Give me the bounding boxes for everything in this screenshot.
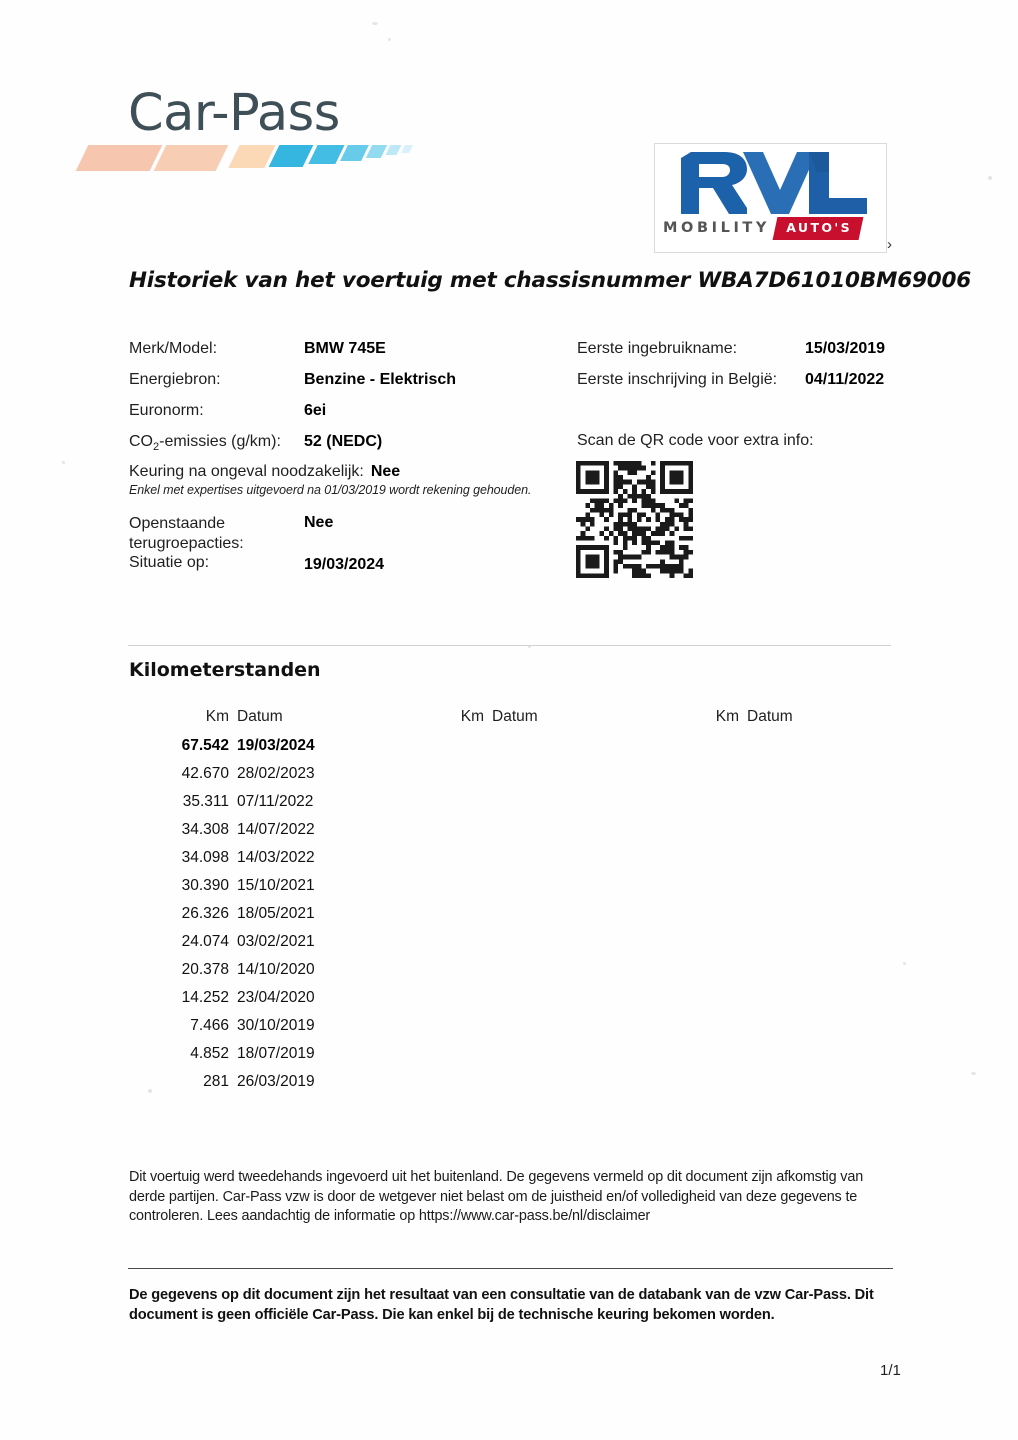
- mileage-date-value: 15/10/2021: [237, 877, 315, 894]
- column-header-datum: Datum: [492, 708, 538, 725]
- mileage-date-value: 03/02/2021: [237, 933, 315, 950]
- vehicle-info-right: [577, 340, 907, 402]
- info-row-merk-model: [129, 340, 559, 358]
- mileage-date-value: 07/11/2022: [237, 793, 314, 810]
- mileage-row: [129, 1073, 384, 1101]
- mileage-date-value: 14/10/2020: [237, 961, 315, 978]
- dealer-logo-autos-badge: [773, 217, 864, 240]
- inspection-value: Nee: [370, 463, 401, 480]
- mileage-column-1: [129, 708, 384, 1101]
- inspection-label: Keuring na ongeval noodzakelijk:: [129, 463, 364, 480]
- mileage-km-value: 20.378: [181, 961, 229, 978]
- mileage-rows-column-1: [129, 737, 384, 1101]
- info-label-co2: $CO_2$-emissies (g/km):: [129, 433, 281, 454]
- mileage-row: [129, 821, 384, 849]
- dealer-logo-mobility: MOBILITY: [663, 220, 771, 236]
- scan-speck: [62, 461, 65, 464]
- mileage-column-2: [384, 708, 639, 1101]
- mileage-date-value: 14/07/2022: [237, 821, 315, 838]
- mileage-km-value: 34.308: [181, 821, 229, 838]
- mileage-km-value: 7.466: [190, 1017, 229, 1034]
- scan-speck: [903, 962, 906, 965]
- column-headers: [384, 708, 639, 726]
- mileage-row: [129, 849, 384, 877]
- column-header-datum: Datum: [237, 708, 283, 725]
- info-row-euronorm: [129, 402, 559, 420]
- mileage-row: [129, 1017, 384, 1045]
- mileage-km-value: 30.390: [181, 877, 229, 894]
- info-value: 04/11/2022: [805, 371, 885, 388]
- mileage-column-3: [639, 708, 894, 1101]
- inspection-note: Enkel met expertises uitgevoerd na 01/03/2019 wordt rekening gehouden.: [129, 483, 532, 497]
- section-divider: [128, 645, 891, 646]
- mileage-km-value: 34.098: [181, 849, 229, 866]
- mileage-row: [129, 1045, 384, 1073]
- footer-divider: [128, 1268, 893, 1269]
- mileage-row: [129, 961, 384, 989]
- mileage-km-value: 35.311: [182, 793, 229, 810]
- mileage-date-value: 18/07/2019: [237, 1045, 315, 1062]
- info-value: 6ei: [304, 402, 327, 419]
- dealer-logo-subtitle: [663, 216, 878, 240]
- recall-value: Nee: [304, 514, 334, 531]
- scan-speck: [388, 38, 391, 41]
- column-header-km: Km: [460, 708, 484, 725]
- situation-label: Situatie op:: [129, 554, 210, 571]
- mileage-km-value: 42.670: [181, 765, 229, 782]
- rvl-wordmark-icon: [677, 152, 867, 214]
- carpass-logo: [128, 84, 428, 178]
- page-number: 1/1: [880, 1362, 901, 1379]
- mileage-date-value: 23/04/2020: [237, 989, 315, 1006]
- info-label: Eerste ingebruikname:: [577, 340, 738, 357]
- scan-artifact: ›: [887, 236, 892, 253]
- info-label: Euronorm:: [129, 402, 204, 419]
- mileage-date-value: 26/03/2019: [237, 1073, 315, 1090]
- dealer-logo-autos: AUTO'S: [786, 219, 853, 235]
- column-header-km: Km: [205, 708, 229, 725]
- info-value: 52 (NEDC): [304, 433, 383, 450]
- mileage-km-value: 24.074: [181, 933, 229, 950]
- info-label: Merk/Model:: [129, 340, 218, 357]
- disclaimer-text: Dit voertuig werd tweedehands ingevoerd uit het buitenland. De gegevens vermeld op dit document zijn afkomstig van derde partijen. Car-Pass vzw is door de wetgever niet belast om de juistheid en/of volledigheid van deze gegevens te controleren. Lees aandachtig de informatie op https://www.car-pass.be/nl/disclaimer: [129, 1169, 864, 1224]
- inspection-line: [129, 463, 531, 481]
- info-label: Eerste inschrijving in België:: [577, 371, 778, 388]
- vehicle-info-left: [129, 340, 559, 466]
- scan-speck: [971, 1072, 976, 1075]
- mileage-km-value: 14.252: [181, 989, 229, 1006]
- mileage-date-value: 30/10/2019: [237, 1017, 315, 1034]
- info-value: 15/03/2019: [805, 340, 886, 357]
- info-row-co2-emissies: [129, 433, 559, 453]
- info-row-energiebron: [129, 371, 559, 389]
- carpass-logo-text: Car-Pass: [128, 84, 340, 143]
- mileage-km-value: 26.326: [181, 905, 229, 922]
- mileage-header-row: [129, 708, 894, 1101]
- info-row-eerste-ingebruikname: [577, 340, 907, 358]
- qr-code[interactable]: [576, 461, 693, 578]
- info-value: BMW 745E: [304, 340, 386, 357]
- mileage-row: [129, 905, 384, 933]
- mileage-row: [129, 765, 384, 793]
- mileage-date-value: 19/03/2024: [237, 737, 315, 754]
- recall-label: Openstaande terugroepacties:: [129, 515, 244, 552]
- mileage-row: [129, 793, 384, 821]
- inspection-block: [129, 463, 531, 497]
- column-header-datum: Datum: [747, 708, 793, 725]
- mileage-km-value: 281: [203, 1073, 229, 1090]
- column-header-km: Km: [715, 708, 739, 725]
- mileage-row: [129, 877, 384, 905]
- mileage-date-value: 18/05/2021: [237, 905, 315, 922]
- info-row-eerste-inschrijving: [577, 371, 907, 389]
- info-value: Benzine - Elektrisch: [304, 371, 457, 388]
- mileage-km-value: 67.542: [181, 737, 229, 754]
- mileage-table: [129, 708, 894, 1101]
- mileage-section-title: Kilometerstanden: [129, 659, 321, 681]
- mileage-km-value: 4.852: [190, 1045, 229, 1062]
- column-headers: [129, 708, 384, 726]
- official-notice-text: De gegevens op dit document zijn het resultaat van een consultatie van de databank van de vzw Car-Pass. Dit document is geen officiële Car-Pass. Die kan enkel bij de technische keuring bekomen worden.: [129, 1287, 874, 1323]
- info-label: Energiebron:: [129, 371, 221, 388]
- dealer-logo: [655, 144, 892, 253]
- mileage-date-value: 14/03/2022: [237, 849, 315, 866]
- page-title: Historiek van het voertuig met chassisnummer WBA7D61010BM69006: [129, 268, 971, 293]
- situation-value: 19/03/2024: [304, 556, 385, 573]
- scan-speck: [988, 176, 992, 180]
- mileage-row: [129, 989, 384, 1017]
- column-headers: [639, 708, 894, 726]
- scan-speck: [372, 22, 378, 25]
- mileage-date-value: 28/02/2023: [237, 765, 315, 782]
- mileage-row: [129, 737, 384, 765]
- carpass-logo-stripes: [82, 145, 382, 171]
- qr-label: Scan de QR code voor extra info:: [577, 432, 814, 449]
- mileage-row: [129, 933, 384, 961]
